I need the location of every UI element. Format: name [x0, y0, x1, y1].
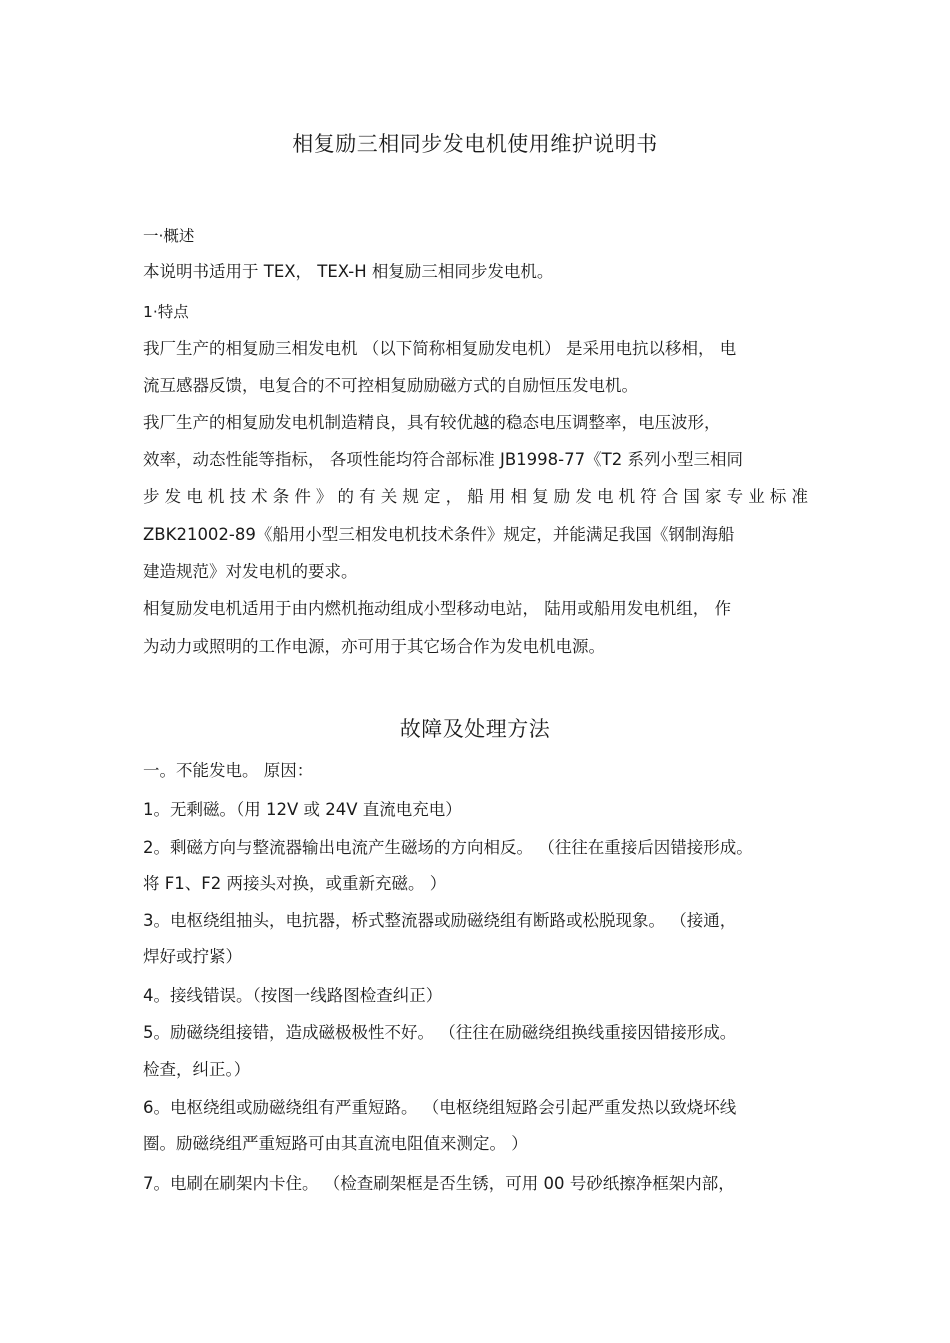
paragraph-line: 我厂生产的相复励三相发电机 （以下简称相复励发电机） 是采用电抗以移相， 电 [143, 339, 737, 358]
fault-line: 4。接线错误。（按图一线路图检查纠正） [143, 986, 443, 1005]
intro-text: 本说明书适用于 TEX， TEX-H 相复励三相同步发电机。 [143, 262, 554, 281]
fault-line: 6。电枢绕组或励磁绕组有严重短路。 （电枢绕组短路会引起严重发热以致烧坏线 [143, 1098, 737, 1117]
fault-line: 检查，纠正。） [143, 1060, 251, 1079]
document-title: 相复励三相同步发电机使用维护说明书 [292, 132, 658, 156]
fault-line: 3。电枢绕组抽头，电抗器，桥式整流器或励磁绕组有断路或松脱现象。 （接通， [143, 911, 737, 930]
fault-line: 2。剩磁方向与整流器输出电流产生磁场的方向相反。 （往往在重接后因错接形成。 [143, 838, 753, 857]
fault-line: 1。无剩磁。（用 12V 或 24V 直流电充电） [143, 800, 462, 819]
paragraph-line: 步发电机技术条件》的有关规定，船用相复励发电机符合国家专业标准 [143, 487, 808, 506]
paragraph-line: 效率，动态性能等指标， 各项性能均符合部标准 JB1998-77《T2 系列小型三相同 [143, 450, 743, 469]
paragraph-line: 我厂生产的相复励发电机制造精良，具有较优越的稳态电压调整率，电压波形， [143, 413, 721, 432]
fault-line: 圈。励磁绕组严重短路可由其直流电阻值来测定。 ） [143, 1134, 528, 1153]
section-heading: 一·概述 [143, 227, 195, 245]
paragraph-line: 流互感器反馈，电复合的不可控相复励励磁方式的自励恒压发电机。 [143, 376, 638, 395]
fault-line: 焊好或拧紧） [143, 947, 242, 966]
paragraph-line: 相复励发电机适用于由内燃机拖动组成小型移动电站， 陆用或船用发电机组， 作 [143, 599, 731, 618]
paragraph-line: 为动力或照明的工作电源，亦可用于其它场合作为发电机电源。 [143, 637, 605, 656]
fault-line: 一。不能发电。 原因： [143, 761, 314, 780]
fault-line: 将 F1、F2 两接头对换，或重新充磁。 ） [143, 874, 447, 893]
sub-heading: 1·特点 [143, 303, 189, 321]
fault-line: 5。励磁绕组接错，造成磁极极性不好。 （往往在励磁绕组换线重接因错接形成。 [143, 1023, 737, 1042]
fault-line: 7。电刷在刷架内卡住。 （检查刷架框是否生锈，可用 00 号砂纸擦净框架内部， [143, 1174, 735, 1193]
section-title: 故障及处理方法 [399, 717, 551, 741]
paragraph-line: 建造规范》对发电机的要求。 [143, 562, 358, 581]
paragraph-line: ZBK21002-89《船用小型三相发电机技术条件》规定，并能满足我国《钢制海船 [143, 525, 735, 544]
